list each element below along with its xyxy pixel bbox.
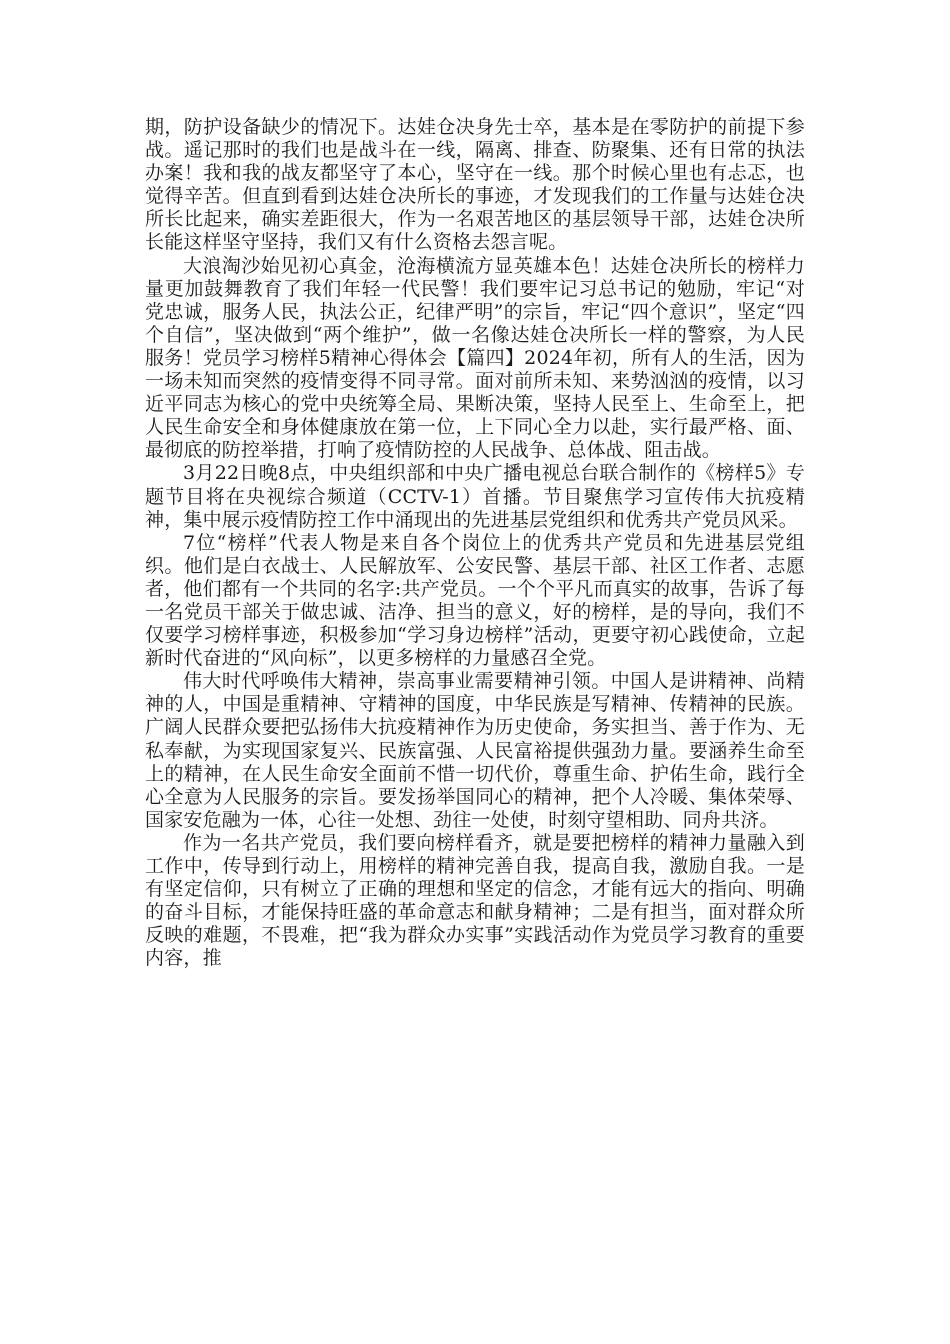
paragraph-5: 伟大时代呼唤伟大精神，崇高事业需要精神引领。中国人是讲精神、尚精神的人，中国是重精神、守精神的国度，中华民族是写精神、传精神的民族。广阔人民群众要把弘扬伟大抗疫精神作为历史使命，务实担当、善于作为、无私奉献，为实现国家复兴、民族富强、人民富裕提供强劲力量。要涵养生命至上的精神，在人民生命安全面前不惜一切代价，尊重生命、护佑生命，践行全心全意为人民服务的宗旨。要发扬举国同心的精神，把个人冷暖、集体荣辱、国家安危融为一体，心往一处想、劲往一处使，时刻守望相助、同舟共济。: [145, 670, 805, 831]
paragraph-6: 作为一名共产党员，我们要向榜样看齐，就是要把榜样的精神力量融入到工作中，传导到行动上，用榜样的精神完善自我，提高自我，激励自我。一是有坚定信仰，只有树立了正确的理想和坚定的信念，才能有远大的指向、明确的奋斗目标，才能保持旺盛的革命意志和献身精神；二是有担当，面对群众所反映的难题，不畏难，把“我为群众办实事”实践活动作为党员学习教育的重要内容，推: [145, 831, 805, 970]
paragraph-1: 期，防护设备缺少的情况下。达娃仓决身先士卒，基本是在零防护的前提下参战。遥记那时的我们也是战斗在一线，隔离、排查、防聚集、还有日常的执法办案！我和我的战友都坚守了本心，坚守在一线。那个时候心里也有忐忑，也觉得辛苦。但直到看到达娃仓决所长的事迹，才发现我们的工作量与达娃仓决所长比起来，确实差距很大，作为一名艰苦地区的基层领导干部，达娃仓决所长能这样坚守坚持，我们又有什么资格去怨言呢。: [145, 116, 805, 254]
paragraph-2: 大浪淘沙始见初心真金，沧海横流方显英雄本色！达娃仓决所长的榜样力量更加鼓舞教育了我们年轻一代民警！我们要牢记习总书记的勉励，牢记“对党忠诚，服务人民，执法公正，纪律严明”的宗旨，牢记“四个意识”，坚定“四个自信”，坚决做到“两个维护”，做一名像达娃仓决所长一样的警察，为人民服务！党员学习榜样5精神心得体会【篇四】2024年初，所有人的生活，因为一场未知而突然的疫情变得不同寻常。面对前所未知、来势汹汹的疫情，以习近平同志为核心的党中央统筹全局、果断决策，坚持人民至上、生命至上，把人民生命安全和身体健康放在第一位，上下同心全力以赴，实行最严格、面、最彻底的防控举措，打响了疫情防控的人民战争、总体战、阻击战。: [145, 254, 805, 462]
paragraph-4: 7位“榜样”代表人物是来自各个岗位上的优秀共产党员和先进基层党组织。他们是白衣战士、人民解放军、公安民警、基层干部、社区工作者、志愿者，他们都有一个共同的名字:共产党员。一个个平凡而真实的故事，告诉了每一名党员干部关于做忠诚、洁净、担当的意义，好的榜样，是的导向，我们不仅要学习榜样事迹，积极参加“学习身边榜样”活动，更要守初心践使命，立起新时代奋进的“风向标”，以更多榜样的力量感召全党。: [145, 531, 805, 670]
document-body: [145, 116, 805, 970]
paragraph-3: 3月22日晚8点，中央组织部和中央广播电视总台联合制作的《榜样5》专题节目将在央视综合频道（CCTV-1）首播。节目聚焦学习宣传伟大抗疫精神，集中展示疫情防控工作中涌现出的先进基层党组织和优秀共产党员风采。: [145, 462, 805, 531]
